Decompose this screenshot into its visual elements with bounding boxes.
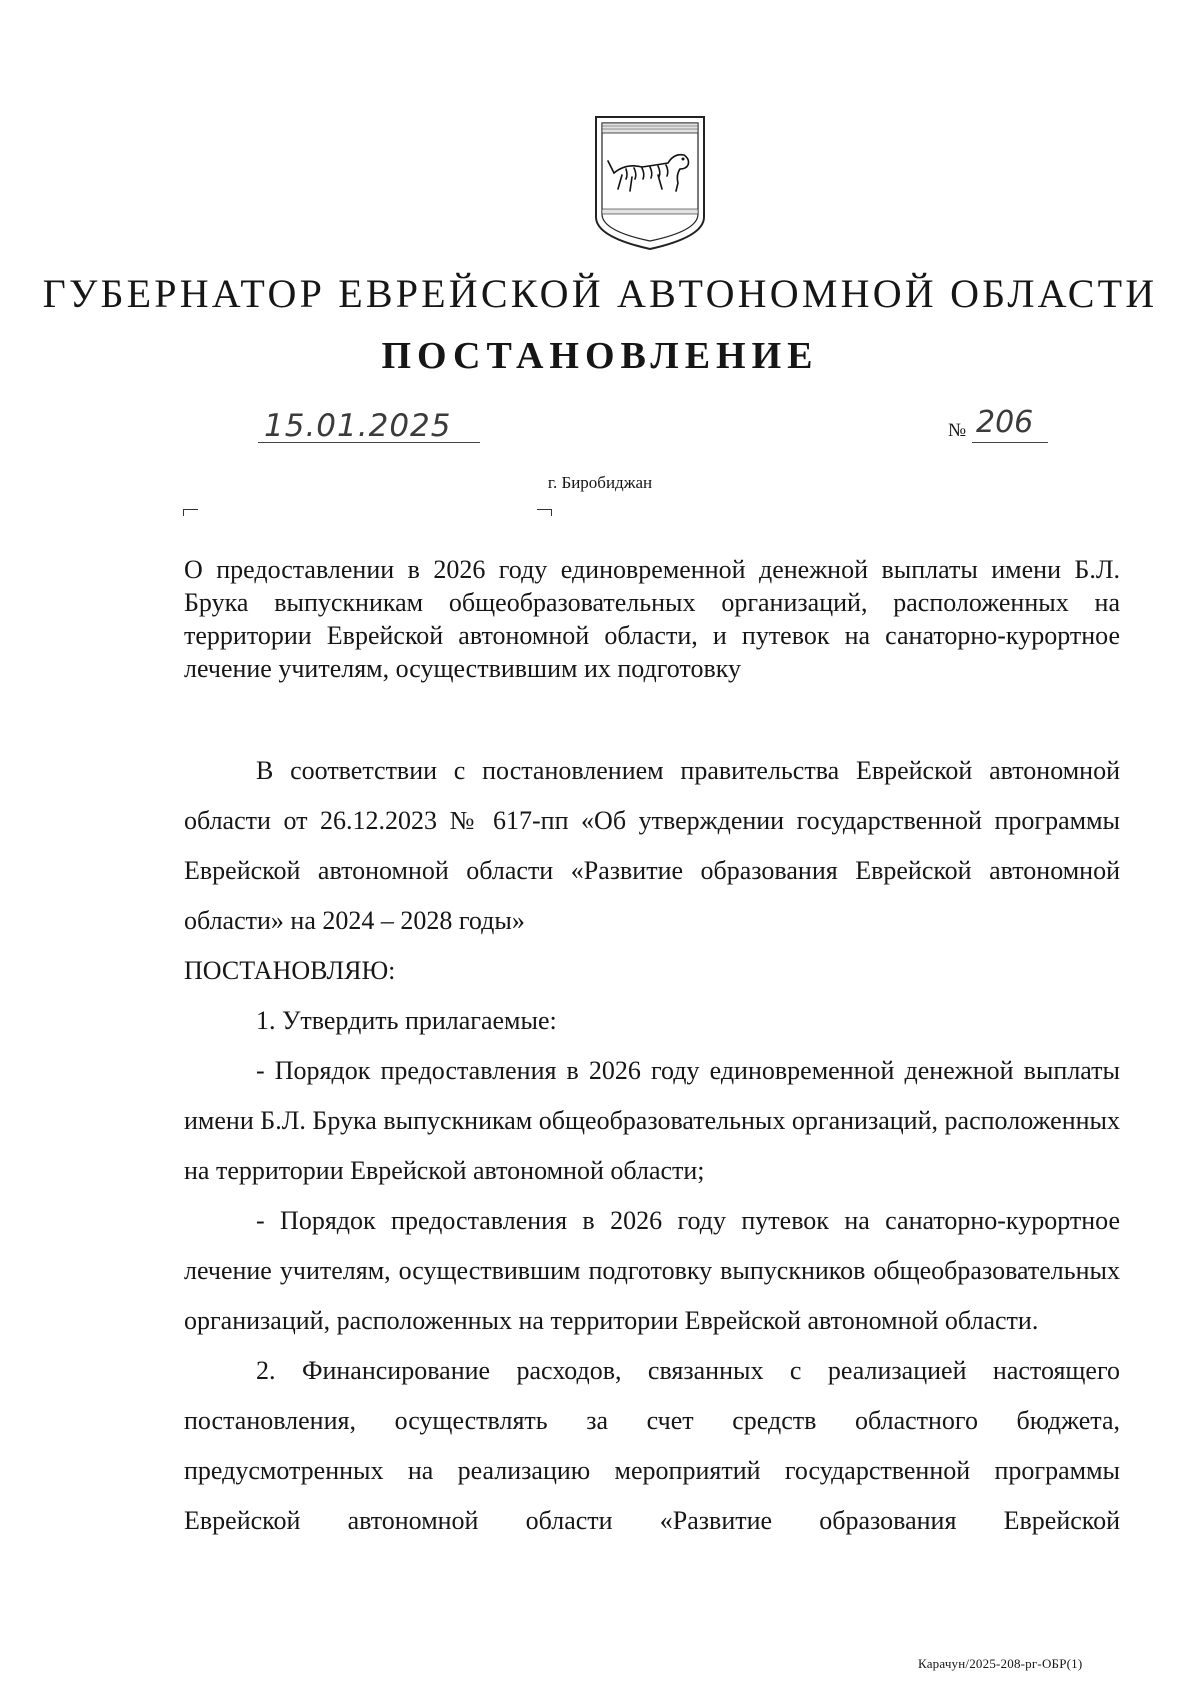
item-1-b: - Порядок предоставления в 2026 году путевок на санаторно-курортное лечение учителям, осуществившим подготовку выпускников общеобразовательных организаций, расположенных на территории Еврейской автономной области. — [184, 1206, 1120, 1335]
coat-of-arms-tiger-icon — [592, 113, 708, 251]
document-body — [184, 746, 1120, 1546]
date-underline — [258, 442, 480, 443]
number-underline — [972, 442, 1048, 443]
city: г. Биробиджан — [547, 473, 653, 492]
preamble-paragraph: В соответствии с постановлением правительства Еврейской автономной области от 26.12.2023 № 617-пп «Об утверждении государственной программы Еврейской автономной области «Развитие образования Еврейской автономной области» на 2024 – 2028 годы» — [184, 756, 1120, 935]
footer-code: Карачун/2025-208-рг-ОБР(1) — [918, 1656, 1083, 1671]
item-1: 1. Утвердить прилагаемые: — [256, 1006, 557, 1035]
issuer-title: ГУБЕРНАТОР ЕВРЕЙСКОЙ АВТОНОМНОЙ ОБЛАСТИ — [42, 271, 1158, 316]
decree-word: ПОСТАНОВЛЯЮ: — [184, 956, 396, 985]
document-type: ПОСТАНОВЛЕНИЕ — [381, 335, 819, 377]
title-corner-right — [537, 509, 552, 516]
item-2: 2. Финансирование расходов, связанных с реализацией настоящего постановления, осуществлять за счет средств областного бюджета, предусмотренных на реализацию мероприятий государственной программы Еврейской автономной области «Развитие образования Еврейской — [184, 1356, 1120, 1535]
document-date: 15.01.2025 — [264, 408, 452, 444]
item-1-a: - Порядок предоставления в 2026 году единовременной денежной выплаты имени Б.Л. Брука выпускникам общеобразовательных организаций, расположенных на территории Еврейской автономной области; — [184, 1056, 1120, 1185]
number-label: № — [948, 420, 967, 441]
document-number: 206 — [976, 405, 1034, 440]
document-subject: О предоставлении в 2026 году единовременной денежной выплаты имени Б.Л. Брука выпускникам общеобразовательных организаций, расположенных на территории Еврейской автономной области, и путевок на санаторно-курортное лечение учителям, осуществившим их подготовку — [184, 555, 1120, 683]
title-corner-left — [183, 509, 198, 516]
